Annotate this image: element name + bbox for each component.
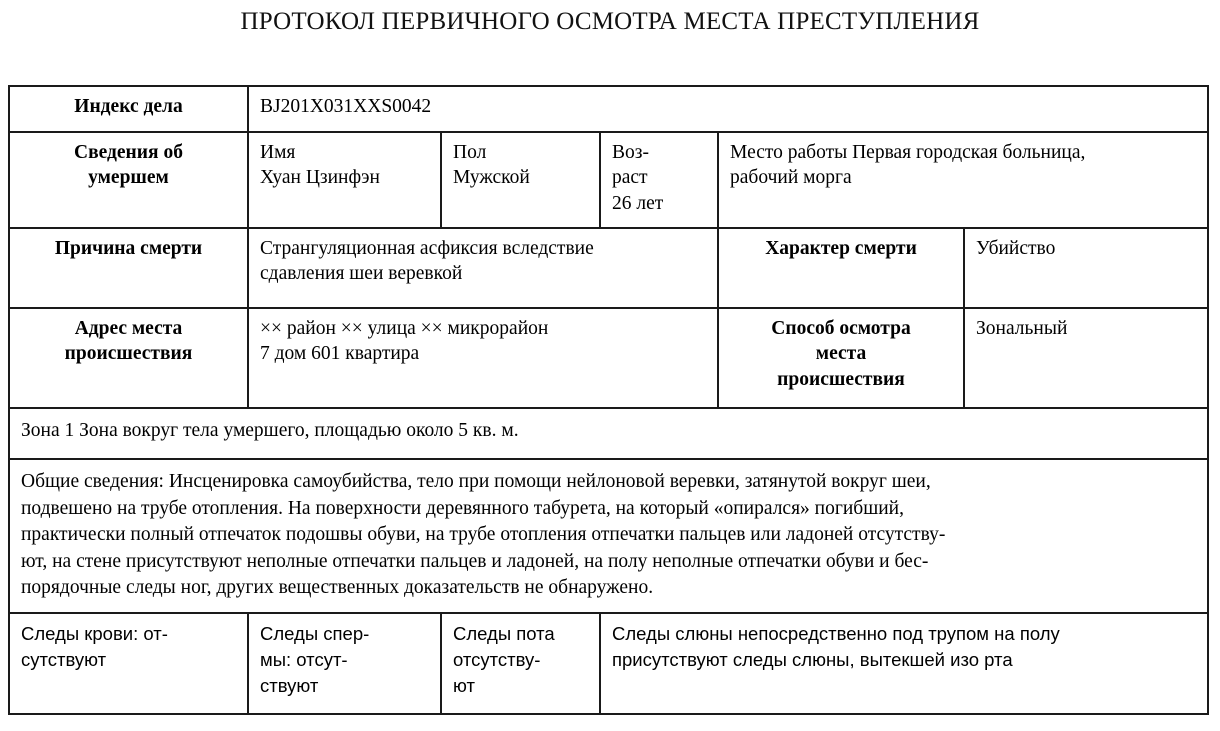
deceased-gender-cell — [441, 132, 600, 228]
table-row-deceased — [9, 132, 1208, 228]
crime-scene-protocol-table — [8, 85, 1209, 715]
table-row-scene-address — [9, 308, 1208, 408]
manner-of-death-label: Характер смерти — [718, 228, 964, 308]
table-row-traces — [9, 613, 1208, 714]
deceased-age-value: 26 лет — [612, 192, 664, 214]
traces-semen-line-1: Следы спер- — [260, 622, 370, 644]
inspection-method-label — [718, 308, 964, 408]
summary-line-1: Общие сведения: Инсценировка самоубийства, тело при помощи нейлоновой веревки, затянутой вокруг шеи, — [21, 471, 931, 492]
deceased-label-line-1: Сведения об — [74, 142, 183, 163]
scene-address-label-line-1: Адрес места — [74, 318, 183, 339]
inspection-method-label-line-1: Способ осмотра — [771, 318, 911, 339]
cause-of-death-line-2: сдавления шеи веревкой — [260, 263, 463, 285]
table-row-summary — [9, 459, 1208, 613]
summary-line-4: ют, на стене присутствуют неполные отпечатки пальцев и ладоней, на полу неполные отпечатки обуви и бес- — [21, 550, 929, 572]
summary-line-3: практически полный отпечаток подошвы обуви, на трубе отопления отпечатки пальцев или ладоней отсутству- — [21, 524, 946, 546]
deceased-gender-caption: Пол — [453, 142, 487, 163]
inspection-method-label-line-3: происшествия — [777, 368, 905, 390]
deceased-name-cell — [248, 132, 441, 228]
scene-address-label — [9, 308, 248, 408]
scene-address-line-1: ×× район ×× улица ×× микрорайон — [260, 318, 549, 339]
scene-address-line-2: 7 дом 601 квартира — [260, 343, 420, 365]
manner-of-death-value: Убийство — [964, 228, 1208, 308]
traces-blood-line-2: сутствуют — [21, 648, 107, 670]
deceased-name-caption: Имя — [260, 142, 296, 163]
cause-of-death-value — [248, 228, 718, 308]
traces-sweat-line-3: ют — [453, 675, 475, 697]
traces-saliva-cell — [600, 613, 1208, 714]
traces-sweat-cell — [441, 613, 600, 714]
inspection-method-label-line-2: места — [815, 343, 867, 365]
case-index-value: BJ201X031XXS0042 — [248, 86, 1208, 132]
deceased-name-value: Хуан Цзинфэн — [260, 167, 380, 189]
deceased-label-line-2: умершем — [88, 167, 169, 189]
traces-semen-line-2: мы: отсут- — [260, 648, 348, 670]
deceased-age-caption-line-1: Воз- — [612, 142, 649, 163]
traces-saliva-line-1: Следы слюны непосредственно под трупом на полу — [612, 622, 1060, 644]
table-row-case-index — [9, 86, 1208, 132]
deceased-workplace-cell — [718, 132, 1208, 228]
deceased-workplace-line-2: рабочий морга — [730, 167, 852, 189]
summary-line-5: порядочные следы ног, других вещественных доказательств не обнаружено. — [21, 577, 654, 599]
scene-address-value — [248, 308, 718, 408]
traces-sweat-line-1: Следы пота — [453, 622, 555, 644]
summary-text — [9, 459, 1208, 613]
deceased-label — [9, 132, 248, 228]
summary-line-2: подвешено на трубе отопления. На поверхности деревянного табурета, на который «опирался» погибший, — [21, 497, 904, 519]
traces-semen-cell — [248, 613, 441, 714]
traces-blood-cell — [9, 613, 248, 714]
zone-description: Зона 1 Зона вокруг тела умершего, площадью около 5 кв. м. — [9, 408, 1208, 459]
cause-of-death-label: Причина смерти — [9, 228, 248, 308]
traces-blood-line-1: Следы крови: от- — [21, 622, 168, 644]
traces-saliva-line-2: присутствуют следы слюны, вытекшей изо рта — [612, 648, 1013, 670]
deceased-age-caption-line-2: раст — [612, 167, 648, 189]
deceased-gender-value: Мужской — [453, 167, 530, 189]
table-row-zone — [9, 408, 1208, 459]
deceased-workplace-line-1: Место работы Первая городская больница, — [730, 142, 1086, 163]
scene-address-label-line-2: происшествия — [64, 343, 193, 365]
cause-of-death-line-1: Странгуляционная асфиксия вследствие — [260, 238, 594, 259]
page-title: ПРОТОКОЛ ПЕРВИЧНОГО ОСМОТРА МЕСТА ПРЕСТУПЛЕНИЯ — [240, 8, 980, 35]
table-row-cause-of-death — [9, 228, 1208, 308]
traces-sweat-line-2: отсутству- — [453, 648, 541, 670]
traces-semen-line-3: ствуют — [260, 675, 319, 697]
inspection-method-value: Зональный — [964, 308, 1208, 408]
deceased-age-cell — [600, 132, 718, 228]
case-index-label: Индекс дела — [9, 86, 248, 132]
